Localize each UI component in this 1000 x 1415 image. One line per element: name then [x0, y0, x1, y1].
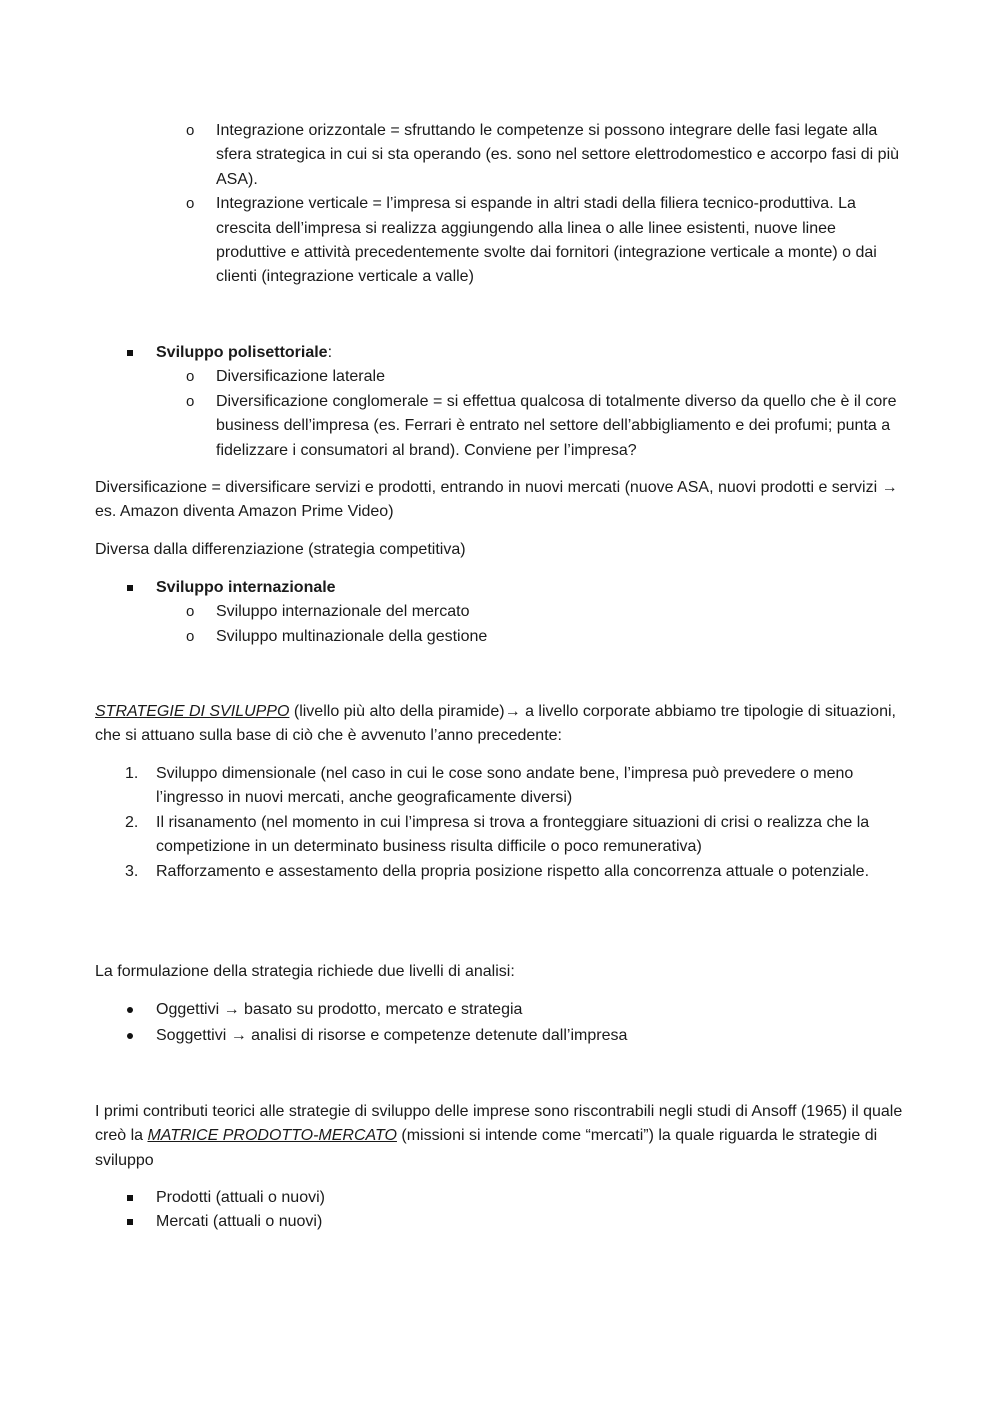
square-bullet-icon: [127, 1195, 133, 1201]
list-item: [95, 600, 910, 624]
list-item-text: Diversificazione conglomerale = si effettua qualcosa di totalmente diverso da quello che è il core business dell’impresa (es. Ferrari è entrato nel settore dell’abbigliamento e dei profumi; punta a fidelizzare i consumatori al brand). Conviene per l’impresa?: [216, 392, 897, 459]
square-bullet-icon: [127, 1219, 133, 1225]
internazionale-section: [95, 576, 910, 649]
circle-bullet-icon: o: [186, 368, 195, 386]
strategie-title: STRATEGIE DI SVILUPPO: [95, 703, 290, 720]
round-bullet-icon: [127, 1007, 133, 1013]
numbered-item: 1. Sviluppo dimensionale (nel caso in cui le cose sono andate bene, l’impresa può prevedere o meno l’ingresso in nuovi mercati, anche geograficamente diversi): [125, 765, 854, 807]
ansoff-list: [95, 1186, 910, 1235]
arrow-icon: →: [230, 1027, 247, 1045]
list-item-text: Sviluppo multinazionale della gestione: [216, 627, 488, 645]
arrow-icon: →: [881, 479, 898, 496]
differenziazione-paragraph: Diversa dalla differenziazione (strategia competitiva): [95, 541, 466, 558]
strategie-numbered-list: [95, 762, 910, 884]
heading-text: Sviluppo internazionale: [156, 579, 336, 596]
circle-bullet-icon: o: [186, 627, 195, 645]
circle-bullet-icon: o: [186, 392, 195, 410]
arrow-icon: →: [504, 703, 521, 720]
formulazione-paragraph: La formulazione della strategia richiede due livelli di analisi:: [95, 963, 515, 980]
list-item: Prodotti (attuali o nuovi): [95, 1186, 910, 1210]
list-item: [95, 119, 910, 192]
matrice-title: MATRICE PRODOTTO-MERCATO: [147, 1127, 397, 1145]
list-item: Soggettivi → analisi di risorse e competenze detenute dall’impresa: [95, 1024, 910, 1048]
circle-bullet-icon: o: [186, 195, 195, 213]
list-item-text: Diversificazione laterale: [216, 368, 385, 386]
square-bullet-icon: [127, 585, 133, 591]
arrow-icon: →: [223, 1001, 240, 1018]
diversificazione-paragraph: Diversificazione = diversificare servizi e prodotti, entrando in nuovi mercati (nuove ASA, nuovi prodotti e servizi → es. Amazon diventa Amazon Prime Video): [95, 479, 898, 521]
heading-text: Sviluppo polisettoriale: [156, 344, 328, 361]
list-item-text: Integrazione orizzontale = sfruttando le competenze si possono integrare delle fasi legate alla sfera strategica in cui si sta operando (es. sono nel settore elettrodomestico e accorpo fasi di più ASA).: [216, 122, 900, 188]
circle-bullet-icon: o: [186, 603, 195, 621]
polisettoriale-section: [95, 341, 910, 463]
list-item: Oggettivi → basato su prodotto, mercato e strategia: [95, 998, 910, 1022]
list-item: [95, 365, 910, 389]
list-item: [95, 192, 910, 290]
round-bullet-icon: [127, 1033, 133, 1039]
list-item-text: Integrazione verticale = l’impresa si espande in altri stadi della filiera tecnico-produttiva. La crescita dell’impresa si realizza aggiungendo alla linea o alle linee esistenti, nuove linee produttive e attività precedentemente svolte dai fornitori (integrazione verticale a monte) o dai clienti (integrazione verticale a valle): [216, 195, 877, 286]
numbered-item: 2. Il risanamento (nel momento in cui l’impresa si trova a fronteggiare situazioni di crisi o realizza che la competizione in un determinato business risulta difficile o poco remunerativa): [125, 813, 870, 856]
list-item: Mercati (attuali o nuovi): [95, 1210, 910, 1234]
list-heading: Sviluppo polisettoriale:: [95, 341, 910, 365]
square-bullet-icon: [127, 350, 133, 356]
ansoff-paragraph: I primi contributi teorici alle strategie di sviluppo delle imprese sono riscontrabili negli studi di Ansoff (1965) il quale creò la MATRICE PRODOTTO-MERCATO (missioni si intende come “mercati”) la quale riguarda le strategie di sviluppo: [95, 1103, 903, 1169]
strategie-paragraph: STRATEGIE DI SVILUPPO (livello più alto della piramide)→ a livello corporate abbiamo tre tipologie di situazioni, che si attuano sulla base di ciò che è avvenuto l’anno precedente:: [95, 703, 896, 745]
list-heading: [95, 576, 910, 600]
formulazione-list: [95, 998, 910, 1049]
integration-list: [95, 119, 910, 290]
list-item: [95, 390, 910, 463]
circle-bullet-icon: o: [186, 122, 195, 139]
list-item: [95, 625, 910, 649]
list-item-text: Sviluppo internazionale del mercato: [216, 603, 470, 621]
numbered-item: 3. Rafforzamento e assestamento della propria posizione rispetto alla concorrenza attuale o potenziale.: [125, 862, 870, 880]
